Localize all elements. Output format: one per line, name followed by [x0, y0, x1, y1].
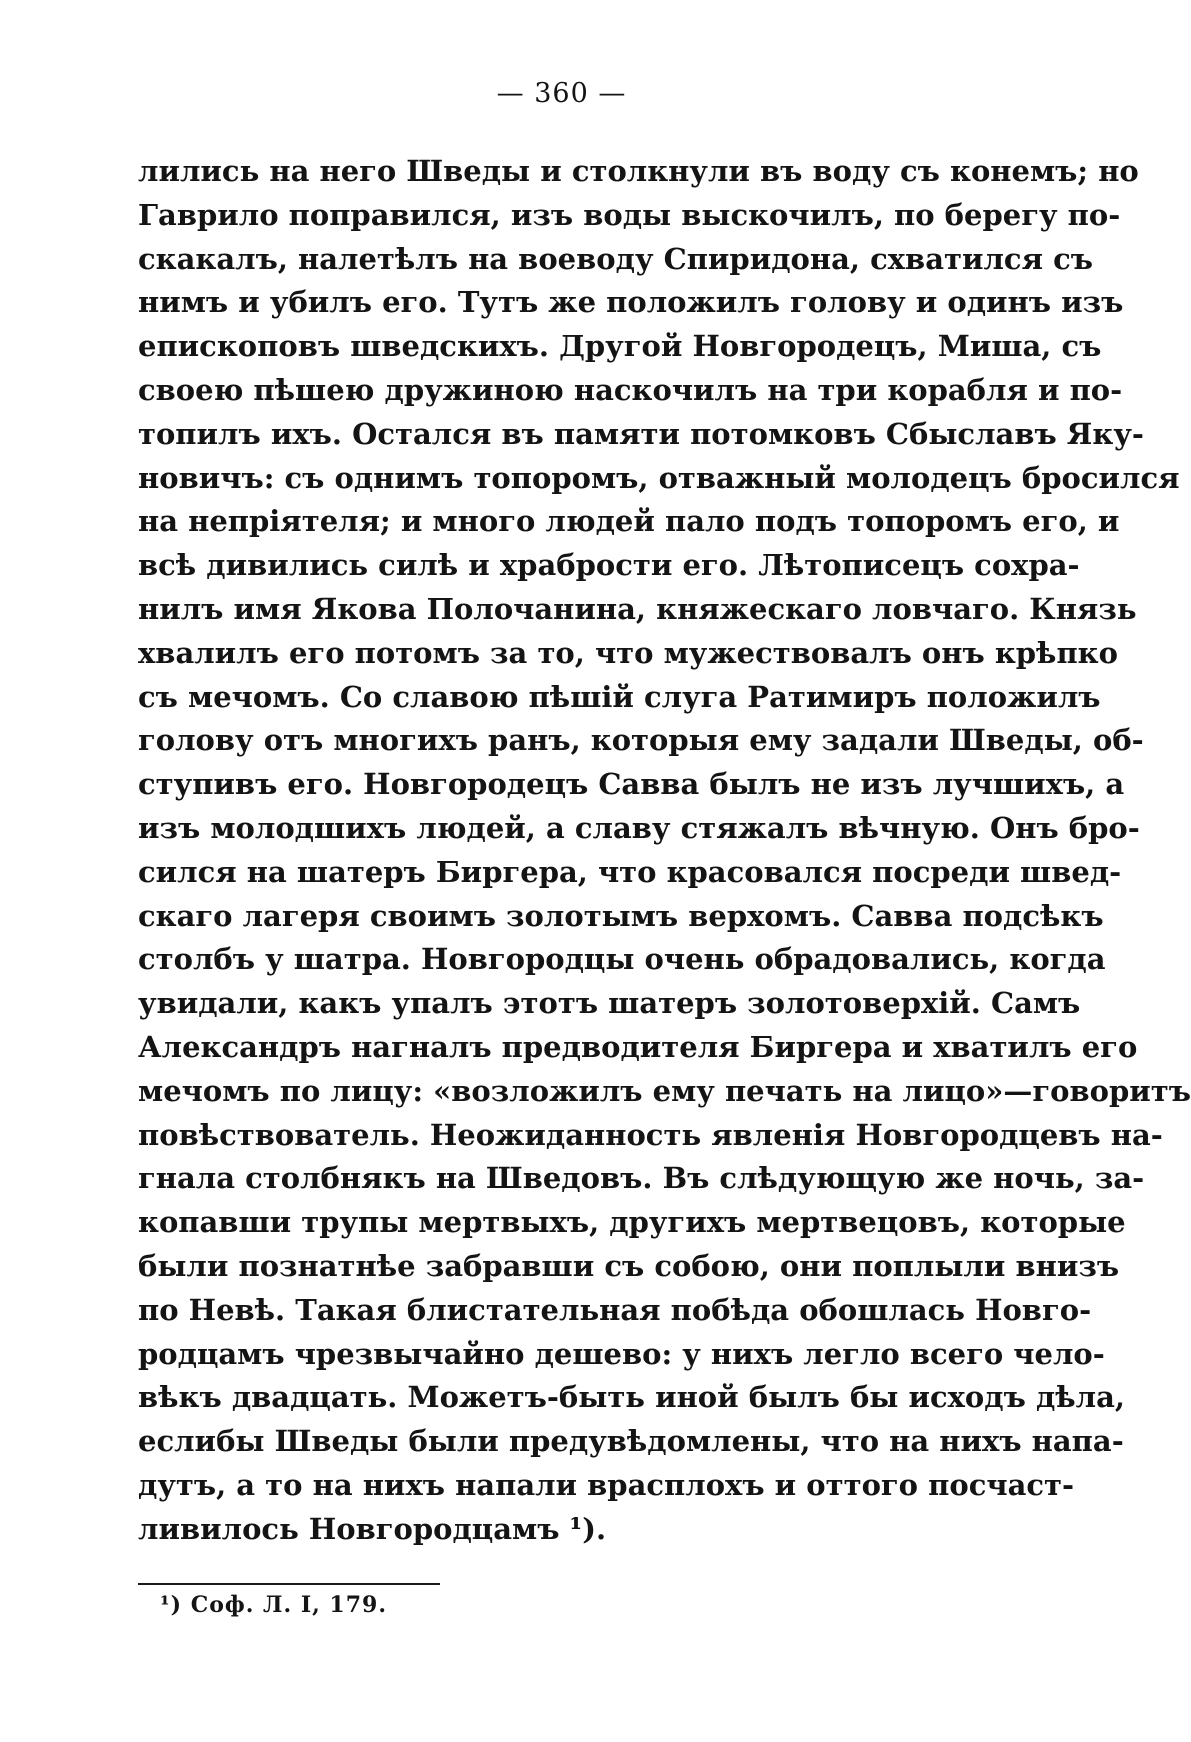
text-line: нилъ имя Якова Полочанина, княжескаго ловчаго. Князь — [138, 591, 1137, 626]
text-line: копавши трупы мертвыхъ, другихъ мертвецовъ, которые — [138, 1205, 1126, 1240]
text-line: повѣствователь. Неожиданность явленія Новгородцевъ на- — [138, 1117, 1163, 1152]
text-line: изъ молодшихъ людей, а славу стяжалъ вѣчную. Онъ бро- — [138, 810, 1140, 845]
text-line: всѣ дивились силѣ и храбрости его. Лѣтописецъ сохра- — [138, 548, 1080, 583]
text-line: мечомъ по лицу: «возложилъ ему печать на лицо»—говоритъ — [138, 1073, 1191, 1108]
footnote: ¹) Соф. Л. I, 179. — [160, 1592, 388, 1618]
text-line: на непріятеля; и много людей пало подъ топоромъ его, и — [138, 504, 1120, 539]
text-line: столбъ у шатра. Новгородцы очень обрадовались, когда — [138, 942, 1106, 977]
body-text — [138, 150, 1191, 1552]
text-line: хвалилъ его потомъ за то, что мужествовалъ онъ крѣпко — [138, 635, 1118, 670]
text-line: скаго лагеря своимъ золотымъ верхомъ. Савва подсѣкъ — [138, 898, 1104, 933]
text-line: гнала столбнякъ на Шведовъ. Въ слѣдующую же ночь, за- — [138, 1161, 1145, 1196]
text-line: еслибы Шведы были предувѣдомлены, что на нихъ напа- — [138, 1424, 1124, 1459]
page-number: — 360 — — [496, 78, 627, 109]
text-line: вѣкъ двадцать. Можетъ-быть иной былъ бы исходъ дѣла, — [138, 1380, 1125, 1415]
text-line: родцамъ чрезвычайно дешево: у нихъ легло всего чело- — [138, 1336, 1105, 1371]
text-line: дутъ, а то на нихъ напали врасплохъ и оттого посчаст- — [138, 1467, 1075, 1502]
text-line: топилъ ихъ. Остался въ памяти потомковъ Сбыславъ Яку- — [138, 416, 1144, 451]
text-line: сился на шатеръ Биргера, что красовался посреди швед- — [138, 854, 1122, 889]
text-line: съ мечомъ. Со славою пѣшій слуга Ратимиръ положилъ — [138, 679, 1101, 714]
text-line: своею пѣшею дружиною наскочилъ на три корабля и по- — [138, 372, 1123, 407]
text-line: были познатнѣе забравши съ собою, они поплыли внизъ — [138, 1248, 1120, 1283]
text-line: лились на него Шведы и столкнули въ воду съ конемъ; но — [138, 154, 1139, 188]
text-line: скакалъ, налетѣлъ на воеводу Спиридона, схватился съ — [138, 241, 1093, 276]
text-line: по Невѣ. Такая блистательная побѣда обошлась Новго- — [138, 1292, 1092, 1327]
text-line: увидали, какъ упалъ этотъ шатеръ золотоверхій. Самъ — [138, 986, 1081, 1021]
footnote-divider — [138, 1583, 440, 1585]
text-line: новичъ: съ однимъ топоромъ, отважный молодецъ бросился — [138, 460, 1180, 495]
text-line: епископовъ шведскихъ. Другой Новгородецъ, Миша, съ — [138, 329, 1102, 364]
text-line: нимъ и убилъ его. Тутъ же положилъ голову и одинъ изъ — [138, 285, 1124, 320]
text-line: Гаврило поправился, изъ воды выскочилъ, по берегу по- — [138, 197, 1121, 232]
text-line: голову отъ многихъ ранъ, которыя ему задали Шведы, об- — [138, 723, 1144, 758]
text-line: Александръ нагналъ предводителя Биргера и хватилъ его — [138, 1029, 1138, 1064]
text-line: ступивъ его. Новгородецъ Савва былъ не изъ лучшихъ, а — [138, 767, 1125, 802]
text-line: ливилось Новгородцамъ ¹). — [138, 1511, 607, 1546]
